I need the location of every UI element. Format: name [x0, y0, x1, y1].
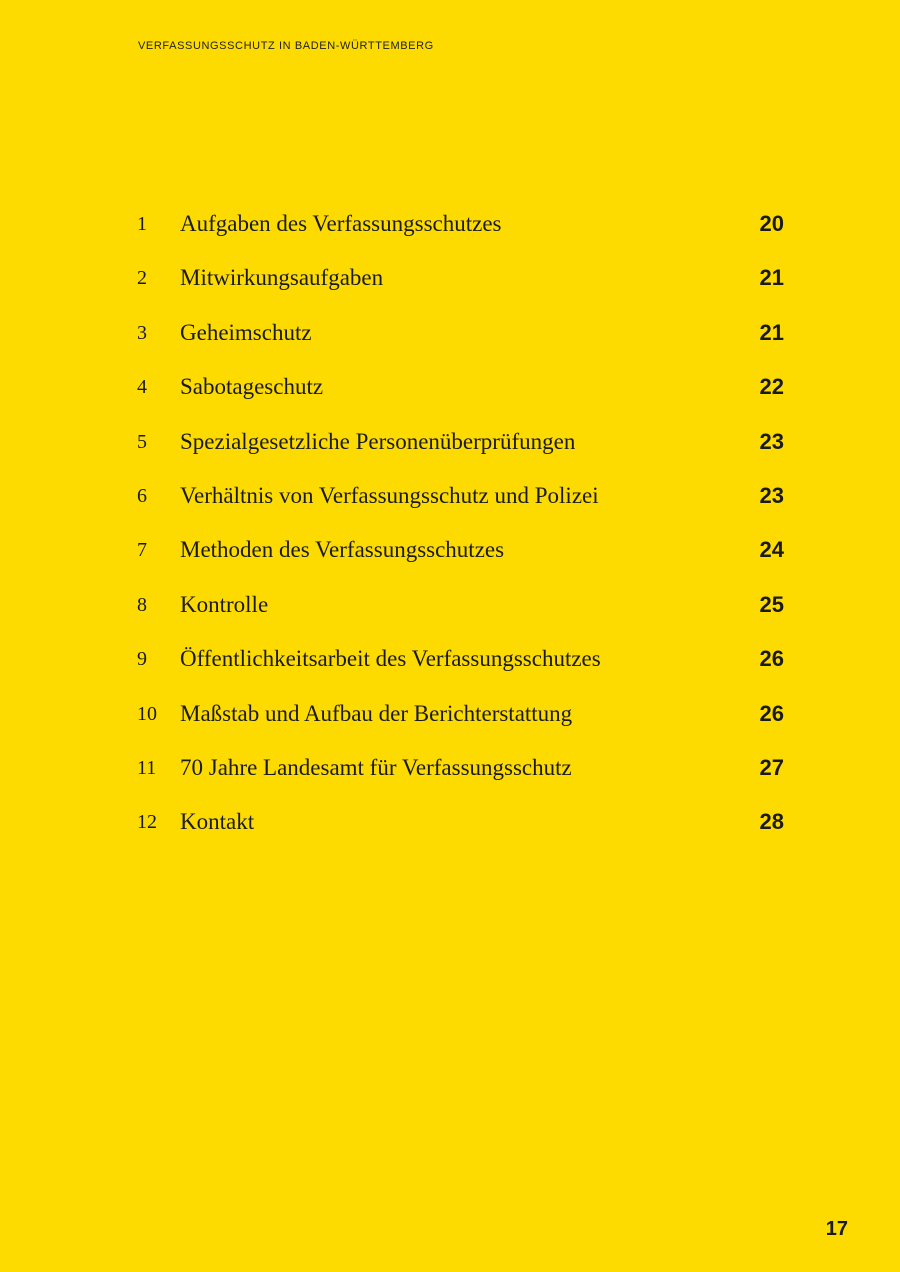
toc-entry-5[interactable]: [137, 427, 787, 481]
toc-entry-2[interactable]: [137, 263, 787, 317]
page-number: 17: [825, 1218, 848, 1240]
toc-entry-title: 70 Jahre Landesamt für Verfassungsschutz: [180, 754, 572, 780]
toc-entry-number: 3: [137, 321, 147, 344]
toc-entry-9[interactable]: [137, 644, 787, 698]
toc-entry-number: 1: [137, 213, 147, 235]
toc-entry-title: Öffentlichkeitsarbeit des Verfassungsschutzes: [180, 646, 601, 672]
toc-entry-page: 23: [759, 428, 784, 454]
toc-entry-title: Kontakt: [180, 809, 255, 835]
toc-entry-page: 21: [759, 265, 784, 291]
toc-entry-title: Methoden des Verfassungsschutzes: [180, 537, 505, 563]
running-head: VERFASSUNGSSCHUTZ IN BADEN-WÜRTTEMBERG: [138, 40, 434, 52]
toc-entry-page: 25: [759, 591, 784, 617]
toc-entry-1[interactable]: [137, 209, 787, 263]
toc-entry-7[interactable]: [137, 535, 787, 589]
toc-entry-title: Aufgaben des Verfassungsschutzes: [180, 211, 502, 236]
toc-entry-number: 8: [137, 593, 147, 616]
toc-entry-number: 4: [137, 376, 147, 399]
toc-entry-title: Sabotageschutz: [180, 374, 324, 400]
toc-entry-11[interactable]: [137, 753, 787, 807]
toc-entry-3[interactable]: [137, 318, 787, 372]
toc-entry-title: Verhältnis von Verfassungsschutz und Polizei: [180, 482, 599, 508]
toc-entry-page: 21: [759, 319, 784, 345]
toc-entry-page: 22: [759, 374, 784, 400]
toc-entry-page: 26: [759, 646, 784, 672]
toc-entry-page: 26: [759, 700, 784, 726]
toc-entry-number: 2: [137, 267, 147, 290]
toc-entry-4[interactable]: [137, 372, 787, 426]
toc-entry-title: Spezialgesetzliche Personenüberprüfungen: [180, 428, 576, 454]
toc-entry-number: 10: [137, 702, 157, 725]
toc-entry-title: Mitwirkungsaufgaben: [180, 265, 384, 291]
toc-entry-title: Maßstab und Aufbau der Berichterstattung: [180, 700, 573, 726]
toc-entry-number: 7: [137, 539, 147, 562]
toc-entry-number: 5: [137, 430, 147, 453]
toc-entry-8[interactable]: [137, 590, 787, 644]
toc-entry-page: 20: [759, 211, 784, 236]
toc-entry-page: 24: [759, 537, 784, 563]
toc-entry-title: Kontrolle: [180, 591, 269, 617]
toc-entry-12[interactable]: [137, 807, 787, 861]
table-of-contents: [137, 209, 787, 862]
toc-entry-page: 28: [759, 809, 784, 835]
toc-entry-title: Geheimschutz: [180, 319, 312, 345]
toc-entry-number: 12: [137, 811, 157, 834]
toc-entry-page: 23: [759, 482, 784, 508]
toc-entry-number: 11: [137, 756, 157, 779]
toc-entry-page: 27: [759, 754, 784, 780]
toc-entry-number: 9: [137, 648, 147, 671]
toc-entry-6[interactable]: [137, 481, 787, 535]
toc-entry-10[interactable]: [137, 699, 787, 753]
toc-entry-number: 6: [137, 484, 147, 507]
